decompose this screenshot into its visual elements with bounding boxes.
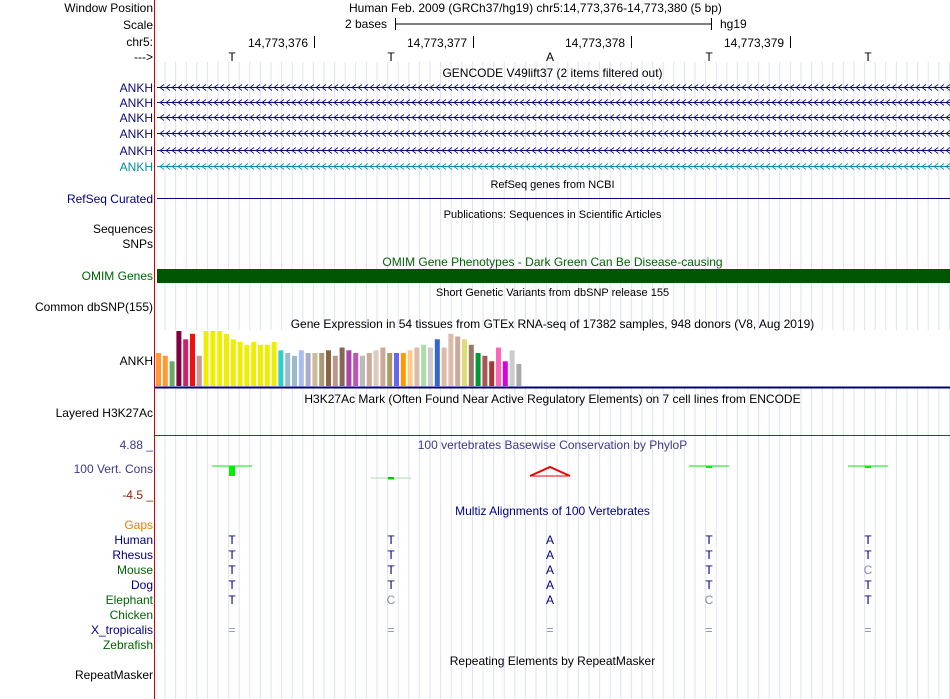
gene-label-ankh-6[interactable]: ANKH (119, 160, 153, 174)
omim-bar[interactable] (157, 269, 950, 283)
ref-base-5: T (864, 50, 872, 64)
species-base: A (545, 578, 554, 592)
gtex-bar (224, 334, 229, 386)
species-base: T (705, 533, 713, 547)
species-base: T (228, 533, 236, 547)
gtex-bar (299, 350, 304, 386)
species-base: = (228, 623, 236, 637)
gtex-bar (326, 350, 331, 386)
chrom-label: chr5: (126, 35, 153, 49)
scale-value: 2 bases (345, 17, 388, 31)
species-label-zebrafish[interactable]: Zebrafish (102, 638, 153, 652)
gtex-title: Gene Expression in 54 tissues from GTEx RNA-seq of 17382 samples, 948 donors (V8, Aug 2019) (290, 317, 815, 331)
species-base: T (387, 578, 395, 592)
gaps-label[interactable]: Gaps (124, 518, 153, 532)
gene-label-ankh-4[interactable]: ANKH (119, 127, 153, 141)
cons-bar (706, 466, 712, 468)
species-base: A (545, 563, 554, 577)
repeatmasker-title: Repeating Elements by RepeatMasker (449, 654, 656, 668)
dbsnp-title: Short Genetic Variants from dbSNP release 155 (435, 287, 670, 299)
gtex-bar (353, 353, 358, 386)
ref-base-3: A (545, 50, 554, 64)
gtex-bar (346, 350, 351, 386)
ref-base-4: T (705, 50, 713, 64)
cons-max-label: 4.88 _ (119, 438, 153, 452)
species-base: C (704, 593, 714, 607)
ref-base-2: T (387, 50, 395, 64)
gtex-bar (333, 356, 338, 386)
gtex-bar (176, 331, 181, 386)
species-base: T (864, 533, 872, 547)
species-base: C (386, 593, 396, 607)
gtex-bar (510, 350, 515, 386)
species-base: T (864, 593, 872, 607)
scale-bar (395, 18, 712, 30)
species-base: T (228, 578, 236, 592)
scale-label: Scale (122, 18, 153, 32)
gtex-bar (435, 339, 440, 386)
sequences-label[interactable]: Sequences (92, 222, 153, 236)
species-base: C (863, 563, 873, 577)
species-base: T (228, 563, 236, 577)
species-base: T (705, 563, 713, 577)
cons-tick (388, 477, 394, 480)
gtex-bar (428, 348, 433, 387)
ruler-position-3: 14,773,378 (565, 36, 626, 50)
gtex-bar (244, 345, 249, 386)
ruler-position-2: 14,773,377 (407, 36, 468, 50)
gtex-bar (421, 345, 426, 386)
species-label-rhesus[interactable]: Rhesus (112, 548, 153, 562)
gtex-bar (306, 353, 311, 386)
species-base: = (546, 623, 554, 637)
gtex-bar (272, 342, 277, 386)
species-label-chicken[interactable]: Chicken (109, 608, 153, 622)
gtex-bar (319, 353, 324, 386)
gene-label-ankh-1[interactable]: ANKH (119, 81, 153, 95)
species-label-human[interactable]: Human (114, 533, 153, 547)
omim-label[interactable]: OMIM Genes (81, 269, 153, 283)
gtex-bar (292, 356, 297, 386)
ref-base-1: T (228, 50, 236, 64)
gtex-bar (285, 353, 290, 386)
gtex-label[interactable]: ANKH (119, 354, 153, 368)
species-label-x_tropicalis[interactable]: X_tropicalis (90, 623, 153, 637)
gtex-bar (360, 356, 365, 386)
species-base: A (545, 548, 554, 562)
species-base: T (387, 563, 395, 577)
gtex-bar (210, 331, 215, 386)
gtex-bar (217, 331, 222, 386)
cons-min-label: -4.5 _ (122, 488, 153, 502)
gtex-bar (170, 361, 175, 386)
gtex-bar (414, 348, 419, 387)
dbsnp-label[interactable]: Common dbSNP(155) (34, 300, 153, 314)
scale-assembly: hg19 (720, 17, 747, 31)
gtex-bar (476, 353, 481, 386)
gtex-bar (380, 348, 385, 387)
gtex-bar (190, 334, 195, 386)
gtex-bar (489, 361, 494, 386)
species-base: T (387, 548, 395, 562)
gene-label-ankh-3[interactable]: ANKH (119, 111, 153, 125)
species-base: T (387, 533, 395, 547)
gtex-bar (503, 361, 508, 386)
cons-bar (865, 466, 871, 468)
species-label-mouse[interactable]: Mouse (116, 563, 153, 577)
window-position-label: Window Position (64, 1, 153, 15)
snps-label[interactable]: SNPs (122, 237, 153, 251)
gtex-bar (265, 345, 270, 386)
cons-label[interactable]: 100 Vert. Cons (73, 462, 153, 476)
gtex-bar (197, 356, 202, 386)
gtex-bar (156, 353, 161, 386)
gtex-bar (231, 339, 236, 386)
gtex-bar (516, 364, 521, 386)
refseq-label[interactable]: RefSeq Curated (66, 192, 153, 206)
cons-bar (229, 466, 235, 476)
publications-title: Publications: Sequences in Scientific Articles (443, 209, 662, 221)
gtex-bar (469, 345, 474, 386)
gtex-bar (278, 350, 283, 386)
gencode-title: GENCODE V49lift37 (2 items filtered out) (442, 66, 663, 80)
refseq-title: RefSeq genes from NCBI (490, 179, 615, 191)
species-base: T (864, 548, 872, 562)
h3k27ac-title: H3K27Ac Mark (Often Found Near Active Regulatory Elements) on 7 cell lines from ENCODE (304, 392, 801, 406)
species-base: = (705, 623, 713, 637)
species-base: T (864, 578, 872, 592)
species-base: T (705, 578, 713, 592)
species-base: = (387, 623, 395, 637)
gtex-bar (340, 348, 345, 387)
gene-label-ankh-2[interactable]: ANKH (119, 96, 153, 110)
gene-strand-lines[interactable] (157, 85, 950, 170)
gtex-bar (394, 353, 399, 386)
strand-label: ---> (134, 50, 153, 64)
gtex-bar (442, 348, 447, 387)
gtex-bar (163, 356, 168, 386)
window-position-value: Human Feb. 2009 (GRCh37/hg19) chr5:14,773,376-14,773,380 (5 bp) (349, 1, 722, 15)
gtex-bar (258, 345, 263, 386)
species-label-dog[interactable]: Dog (130, 578, 153, 592)
gtex-bar (367, 353, 372, 386)
h3k27ac-label[interactable]: Layered H3K27Ac (55, 406, 153, 420)
gtex-bar (183, 339, 188, 386)
gtex-bar (238, 342, 243, 386)
species-base: T (228, 593, 236, 607)
species-base: T (705, 548, 713, 562)
repeatmasker-label[interactable]: RepeatMasker (74, 668, 153, 682)
gtex-bar (204, 331, 209, 386)
ruler-ticks (315, 36, 791, 48)
species-base: T (228, 548, 236, 562)
gtex-bar (496, 348, 501, 387)
gtex-bar (462, 339, 467, 386)
gtex-bar (408, 350, 413, 386)
gtex-bar (387, 353, 392, 386)
gtex-bar (455, 337, 460, 387)
omim-title: OMIM Gene Phenotypes - Dark Green Can Be Disease-causing (382, 255, 723, 269)
ruler-position-1: 14,773,376 (248, 36, 309, 50)
gtex-bar (448, 334, 453, 386)
ruler-position-4: 14,773,379 (724, 36, 785, 50)
gtex-bar (251, 342, 256, 386)
cons-title: 100 vertebrates Basewise Conservation by PhyloP (417, 438, 688, 452)
gene-label-ankh-5[interactable]: ANKH (119, 144, 153, 158)
species-label-elephant[interactable]: Elephant (105, 593, 153, 607)
species-base: = (864, 623, 872, 637)
gtex-bar (482, 356, 487, 386)
species-base: A (545, 593, 554, 607)
multiz-title: Multiz Alignments of 100 Vertebrates (455, 504, 650, 518)
gtex-bar (374, 350, 379, 386)
species-base: A (545, 533, 554, 547)
gtex-bar (401, 353, 406, 386)
gtex-bar (312, 353, 317, 386)
